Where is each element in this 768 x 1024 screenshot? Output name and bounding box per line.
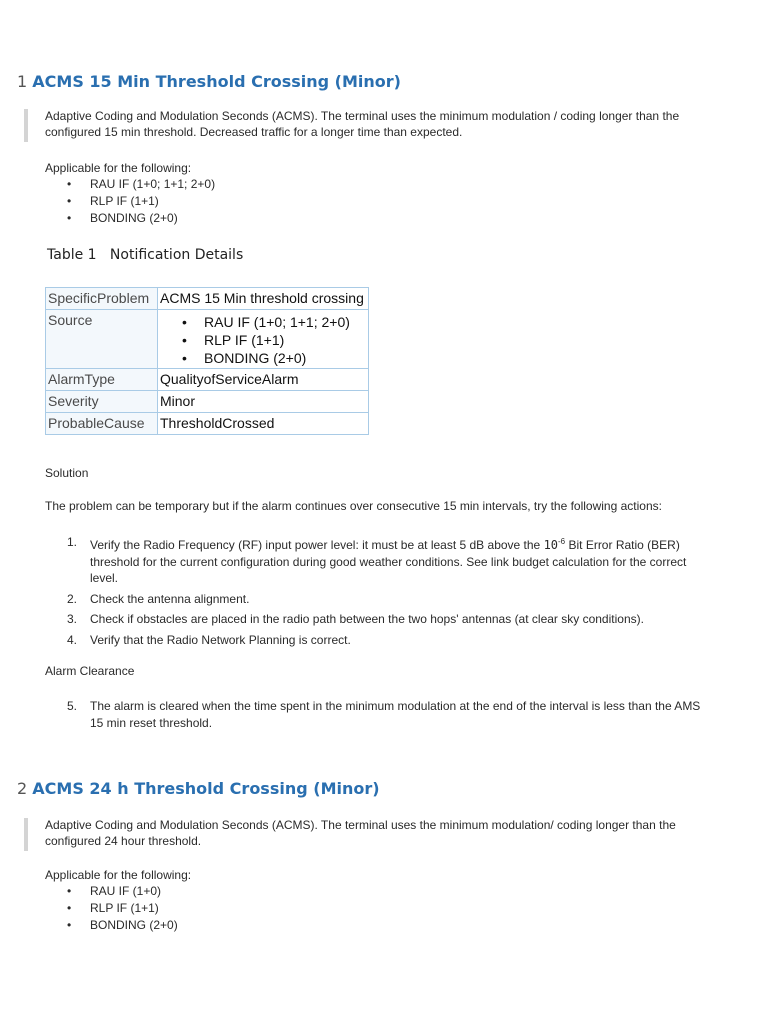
source-list: [160, 313, 366, 367]
table-caption-number: Table 1: [47, 247, 97, 263]
section-1-description-block: [24, 109, 705, 142]
table-row: [46, 369, 369, 391]
table-key-cell: Severity: [46, 391, 158, 413]
section-2-applicable-list: [45, 883, 178, 934]
list-item: • RLP IF (1+1): [45, 193, 215, 210]
table-key-cell: Source: [46, 310, 158, 369]
section-2-applicable-label: Applicable for the following:: [45, 868, 192, 882]
table-value-cell: QualityofServiceAlarm: [158, 369, 369, 391]
table-value-cell: ACMS 15 Min threshold crossing: [158, 288, 369, 310]
section-1-title: ACMS 15 Min Threshold Crossing (Minor): [32, 72, 401, 91]
table-key-cell: AlarmType: [46, 369, 158, 391]
section-1-applicable-label: Applicable for the following:: [45, 161, 192, 175]
step-text: The alarm is cleared when the time spent in the minimum modulation at the end of the interval is less than the AMS 15 min reset threshold.: [90, 699, 701, 730]
list-item: • BONDING (2+0): [45, 917, 178, 934]
table-row: [46, 288, 369, 310]
list-item: [45, 698, 715, 731]
section-2-description: Adaptive Coding and Modulation Seconds (ACMS). The terminal uses the minimum modulation/ coding longer than the configured 24 hour threshold.: [45, 818, 676, 848]
list-item: • BONDING (2+0): [45, 210, 215, 227]
solution-label: Solution: [45, 466, 89, 480]
list-item: • BONDING (2+0): [160, 349, 366, 367]
table-row: [46, 391, 369, 413]
table-key-cell: SpecificProblem: [46, 288, 158, 310]
list-item: [45, 632, 715, 649]
step-text-after: Bit Error Ratio (BER) threshold for the current configuration during good weather conditions. See link budget calculation for the correct level.: [90, 538, 687, 585]
step-number: 1.: [67, 535, 78, 549]
list-item: [45, 534, 715, 587]
list-item: • RAU IF (1+0; 1+1; 2+0): [45, 176, 215, 193]
table-value-cell: ThresholdCrossed: [158, 413, 369, 435]
solution-intro: The problem can be temporary but if the alarm continues over consecutive 15 min intervals, try the following actions:: [45, 499, 662, 513]
step-text-before: Verify the Radio Frequency (RF) input power level: it must be at least 5 dB above the: [90, 538, 544, 552]
step-number: 2.: [67, 591, 78, 606]
section-2-number: 2: [17, 779, 28, 798]
notification-details-table: [45, 287, 369, 435]
step-text: Check if obstacles are placed in the radio path between the two hops' antennas (at clear sky conditions).: [90, 612, 644, 626]
list-item: [45, 591, 715, 608]
table-row: [46, 413, 369, 435]
list-item: • RAU IF (1+0): [45, 883, 178, 900]
section-1-number: 1: [17, 72, 28, 91]
list-item: • RAU IF (1+0; 1+1; 2+0): [160, 313, 366, 331]
section-1-heading: [17, 72, 401, 91]
table-caption: [47, 247, 243, 263]
clearance-steps: [45, 698, 715, 735]
alarm-clearance-label: Alarm Clearance: [45, 664, 135, 678]
table-row: [46, 310, 369, 369]
step-ber-exponent: -6: [558, 537, 566, 546]
step-ber-base: 10: [543, 538, 559, 552]
step-number: 5.: [67, 699, 78, 713]
table-value-cell: Minor: [158, 391, 369, 413]
step-number: 3.: [67, 612, 78, 626]
list-item: • RLP IF (1+1): [45, 900, 178, 917]
table-key-cell: ProbableCause: [46, 413, 158, 435]
section-2-description-block: [24, 818, 705, 851]
section-1-applicable-list: [45, 176, 215, 227]
list-item: [45, 611, 715, 628]
list-item: • RLP IF (1+1): [160, 331, 366, 349]
solution-steps: [45, 534, 715, 652]
step-text: Check the antenna alignment.: [90, 591, 250, 606]
section-1-description: Adaptive Coding and Modulation Seconds (ACMS). The terminal uses the minimum modulation / coding longer than the configured 15 min threshold. Decreased traffic for a longer time than expected.: [45, 109, 680, 139]
section-2-title: ACMS 24 h Threshold Crossing (Minor): [32, 779, 380, 798]
step-text: Verify that the Radio Network Planning is correct.: [90, 632, 351, 647]
table-value-cell: [158, 310, 369, 369]
section-2-heading: [17, 779, 380, 798]
table-caption-text: Notification Details: [109, 247, 244, 263]
step-number: 4.: [67, 632, 78, 647]
